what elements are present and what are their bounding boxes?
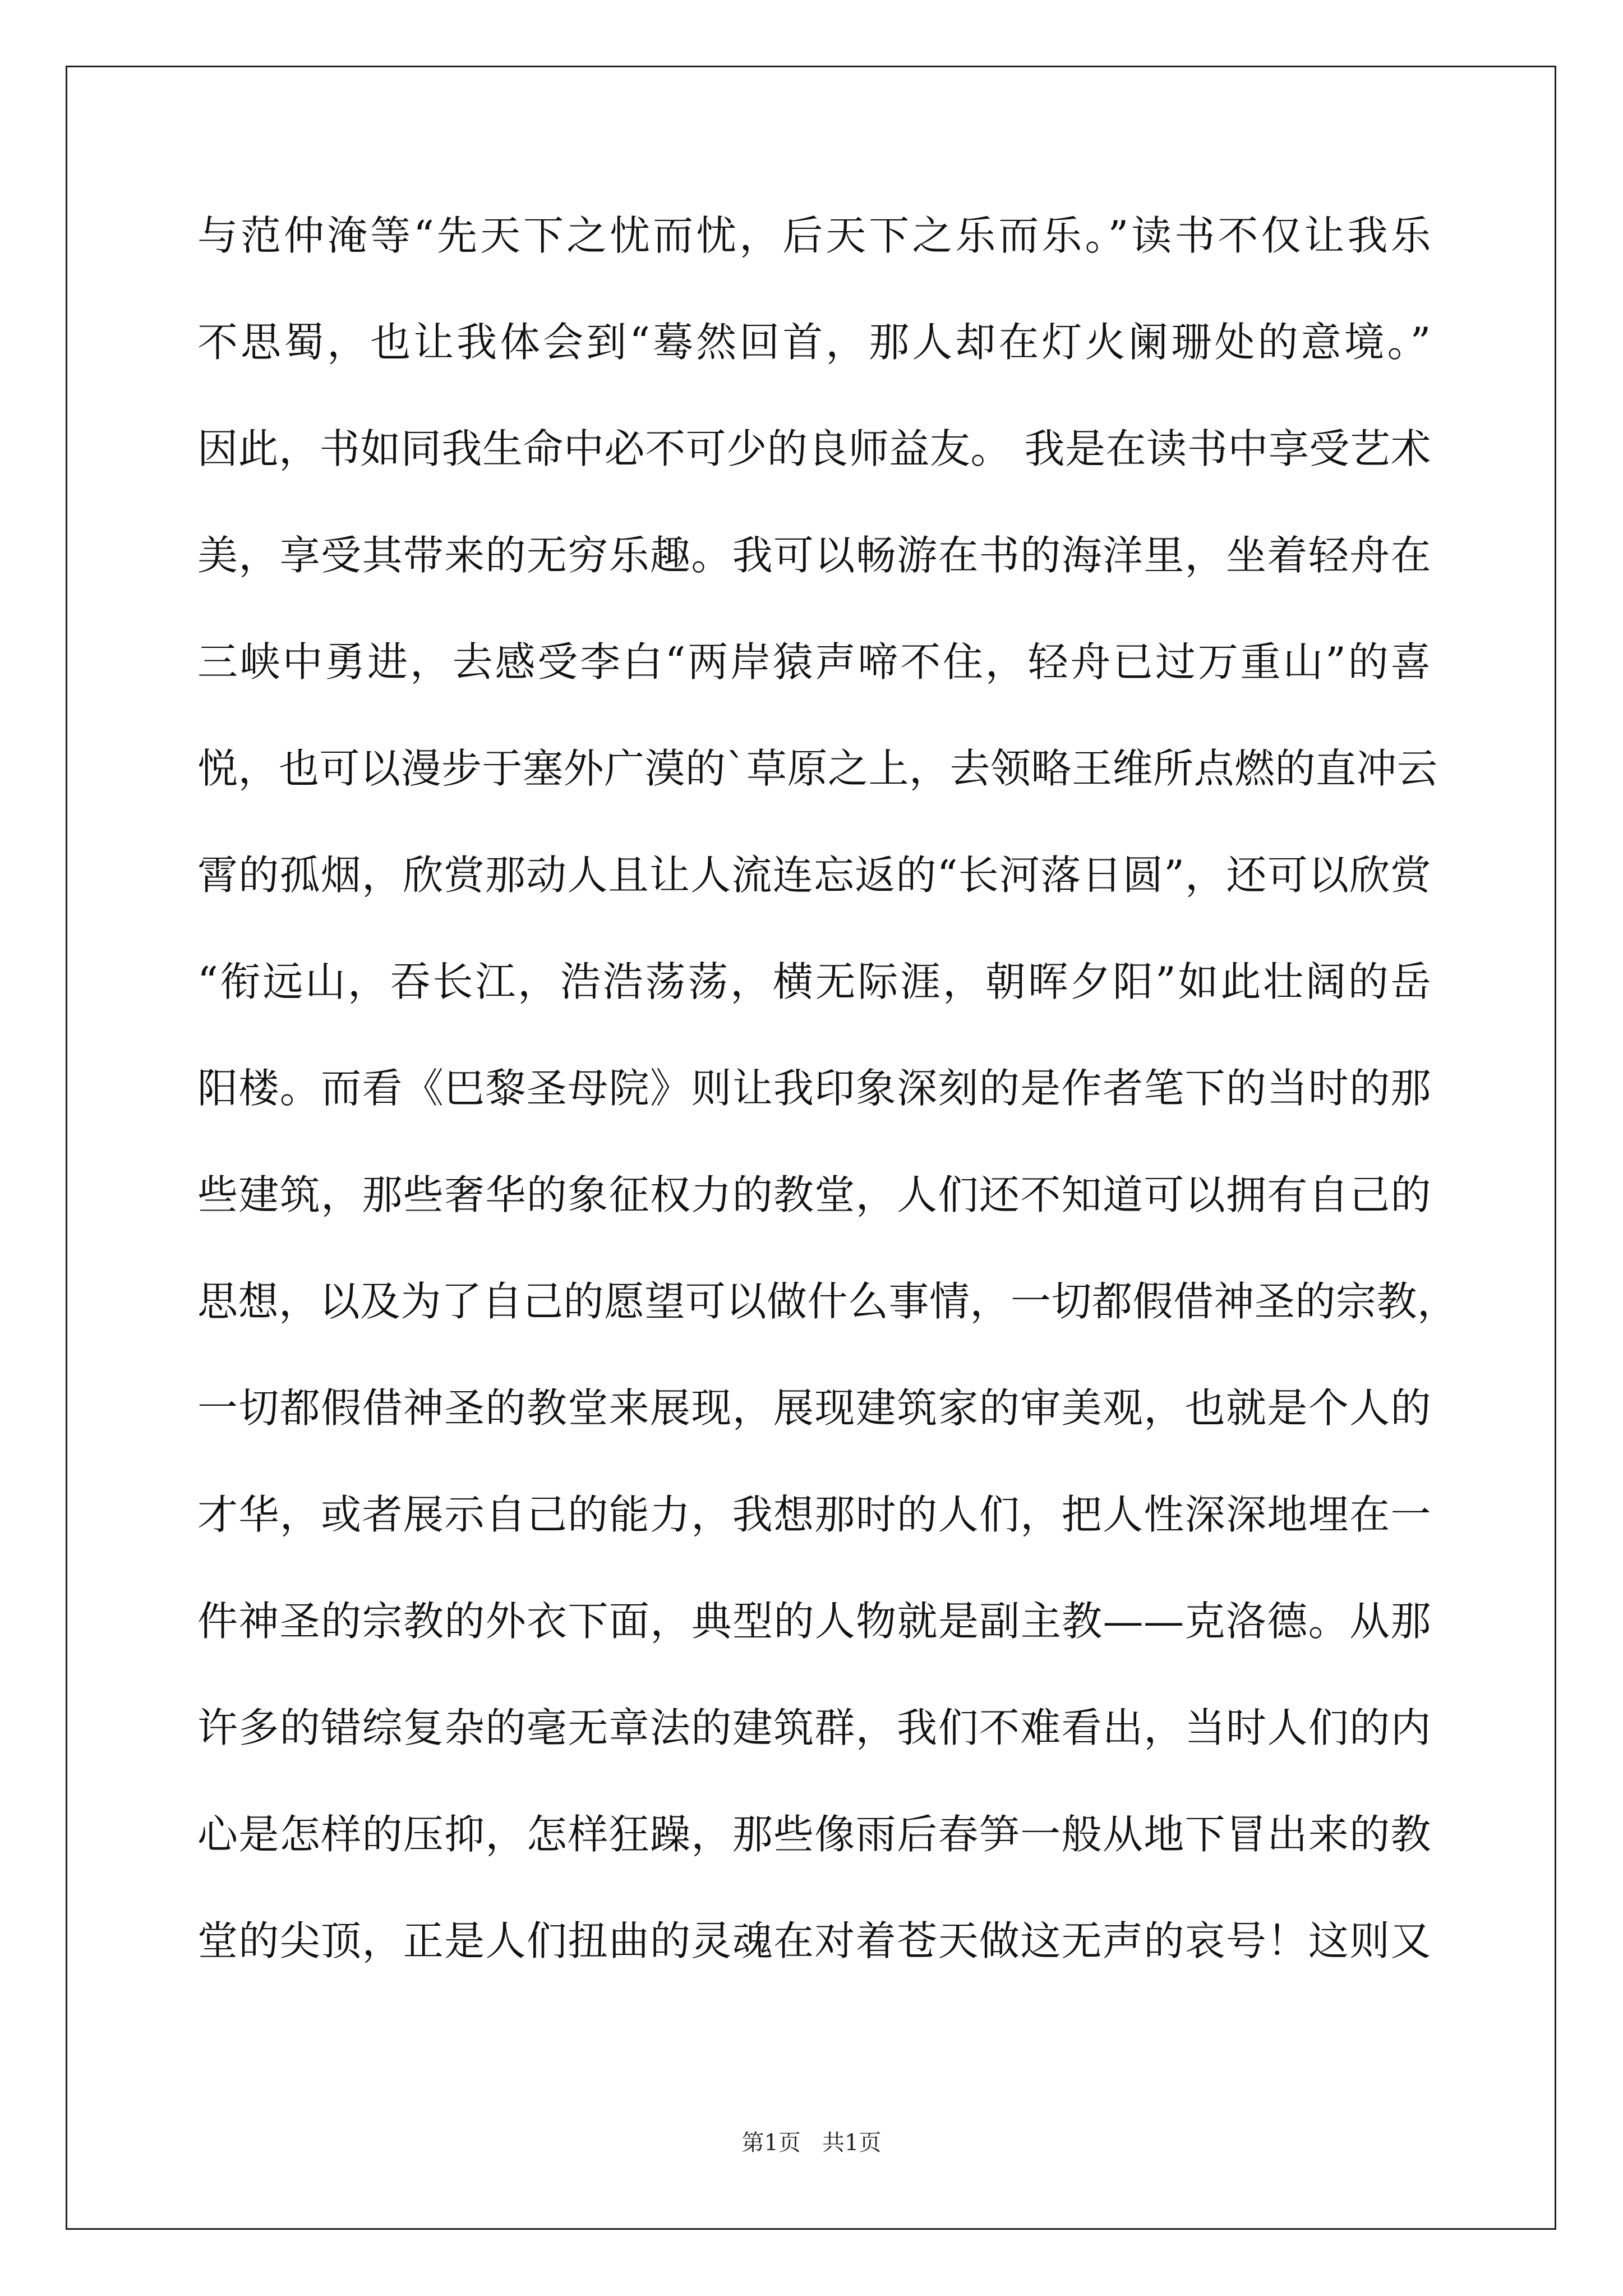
text-line: 心是怎样的压抑，怎样狂躁，那些像雨后春笋一般从地下冒出来的教 [197, 1811, 1431, 1858]
document-body [197, 205, 1458, 2017]
text-line: 许多的错综复杂的毫无章法的建筑群，我们不难看出，当时人们的内 [197, 1704, 1431, 1751]
text-line: 些建筑，那些奢华的象征权力的教堂，人们还不知道可以拥有自己的 [197, 1171, 1431, 1218]
text-line: 堂的尖顶，正是人们扭曲的灵魂在对着苍天做这无声的哀号！这则又 [197, 1917, 1431, 1964]
text-line: 不思蜀，也让我体会到“蓦然回首，那人却在灯火阑珊处的意境。” [197, 319, 1431, 366]
text-line: “衔远山，吞长江，浩浩荡荡，横无际涯，朝晖夕阳”如此壮阔的岳 [197, 958, 1431, 1005]
text-line: 阳楼。而看《巴黎圣母院》则让我印象深刻的是作者笔下的当时的那 [197, 1065, 1431, 1112]
text-line: 霄的孤烟，欣赏那动人且让人流连忘返的“长河落日圆”，还可以欣赏 [197, 852, 1431, 899]
text-line: 才华，或者展示自己的能力，我想那时的人们，把人性深深地埋在一 [197, 1491, 1431, 1538]
text-line: 件神圣的宗教的外衣下面，典型的人物就是副主教——克洛德。从那 [197, 1598, 1431, 1645]
text-line: 悦，也可以漫步于塞外广漠的`草原之上，去领略王维所点燃的直冲云 [197, 745, 1438, 792]
text-line: 一切都假借神圣的教堂来展现，展现建筑家的审美观，也就是个人的 [197, 1384, 1431, 1432]
text-line: 三峡中勇进，去感受李白“两岸猿声啼不住，轻舟已过万重山”的喜 [197, 638, 1431, 685]
page-number-footer: 第1页 共1页 [741, 2130, 882, 2156]
text-line: 思想，以及为了自己的愿望可以做什么事情，一切都假借神圣的宗教， [197, 1278, 1458, 1325]
text-line: 美，享受其带来的无穷乐趣。我可以畅游在书的海洋里，坐着轻舟在 [197, 532, 1431, 579]
text-line: 因此，书如同我生命中必不可少的良师益友。 我是在读书中享受艺术 [197, 425, 1431, 472]
text-line: 与范仲淹等“先天下之忧而忧，后天下之乐而乐。”读书不仅让我乐 [197, 212, 1431, 259]
